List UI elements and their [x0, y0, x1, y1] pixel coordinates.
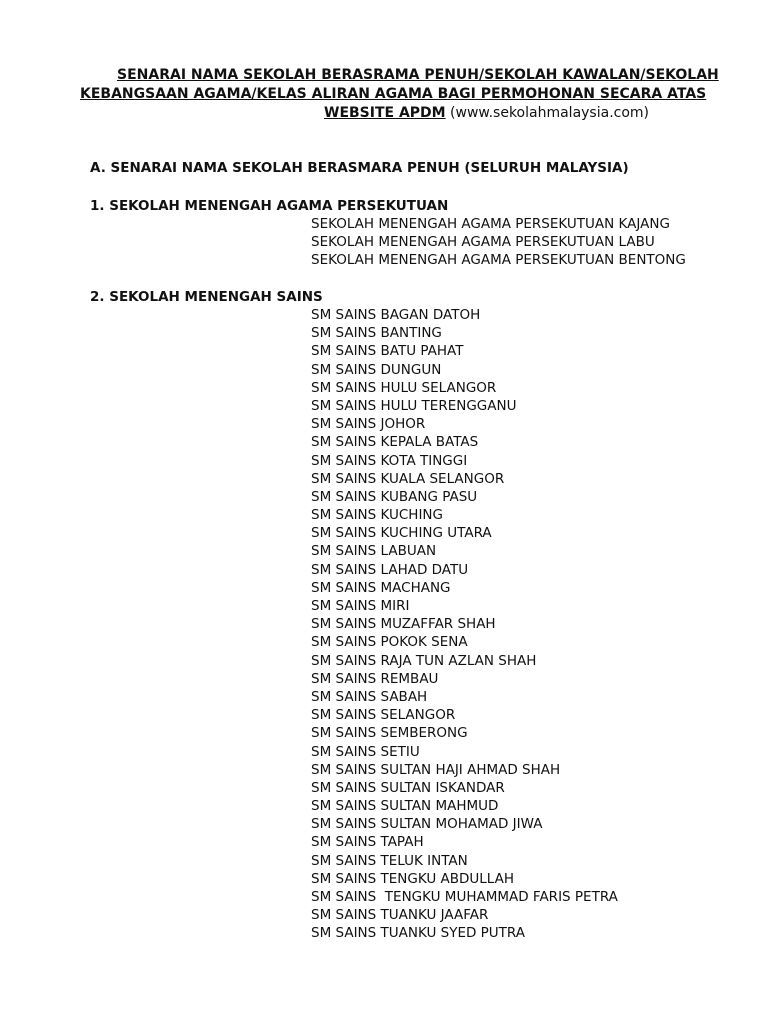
school-list-item: SM SAINS POKOK SENA — [311, 634, 468, 651]
school-list-item: SM SAINS JOHOR — [311, 416, 426, 433]
title-line-2 — [0, 85, 768, 104]
title-line-2-text: KEBANGSAAN AGAMA/KELAS ALIRAN AGAMA BAGI PERMOHONAN SECARA ATAS — [80, 86, 707, 102]
school-list-item: SM SAINS KOTA TINGGI — [311, 452, 468, 469]
group-1-school-list — [311, 215, 686, 270]
document-title — [0, 66, 768, 123]
school-list-item: SM SAINS MACHANG — [311, 579, 451, 596]
school-list-item: SM SAINS SULTAN HAJI AHMAD SHAH — [311, 761, 561, 778]
group-2-school-list — [311, 306, 618, 943]
school-list-item: SM SAINS KUCHING UTARA — [311, 525, 492, 542]
school-list-item: SM SAINS LAHAD DATU — [311, 561, 469, 578]
school-list-item: SEKOLAH MENENGAH AGAMA PERSEKUTUAN KAJANG — [311, 216, 670, 232]
school-list-item: SM SAINS TENGKU MUHAMMAD FARIS PETRA — [311, 889, 618, 905]
school-list-item: SM SAINS BANTING — [311, 325, 442, 342]
school-list-item: SM SAINS SEMBERONG — [311, 725, 468, 742]
school-list-item: SM SAINS HULU SELANGOR — [311, 379, 497, 396]
group-2-heading: 2. SEKOLAH MENENGAH SAINS — [90, 289, 323, 305]
school-list-item: SM SAINS BATU PAHAT — [311, 343, 464, 360]
school-list-item: SM SAINS MUZAFFAR SHAH — [311, 616, 496, 633]
school-list-item: SM SAINS DUNGUN — [311, 361, 442, 378]
school-list-item: SEKOLAH MENENGAH AGAMA PERSEKUTUAN BENTONG — [311, 252, 686, 269]
school-list-item: SM SAINS TENGKU ABDULLAH — [311, 870, 515, 887]
school-list-item: SM SAINS SULTAN ISKANDAR — [311, 779, 505, 796]
school-list-item: SM SAINS SABAH — [311, 688, 428, 705]
school-list-item: SM SAINS KUBANG PASU — [311, 488, 478, 505]
school-list-item: SM SAINS TUANKU SYED PUTRA — [311, 925, 525, 942]
title-line-1 — [0, 66, 768, 85]
website-apdm-link[interactable]: WEBSITE APDM — [324, 105, 446, 121]
school-list-item: SM SAINS TAPAH — [311, 834, 424, 851]
school-list-item: SM SAINS MIRI — [311, 598, 410, 614]
website-url: (www.sekolahmalaysia.com) — [445, 105, 650, 121]
school-list-item: SM SAINS SULTAN MOHAMAD JIWA — [311, 816, 543, 833]
school-list-item: SM SAINS KEPALA BATAS — [311, 434, 479, 451]
school-list-item: SM SAINS REMBAU — [311, 670, 439, 687]
school-list-item: SM SAINS SELANGOR — [311, 707, 456, 724]
school-list-item: SM SAINS RAJA TUN AZLAN SHAH — [311, 652, 537, 669]
school-list-item: SM SAINS TUANKU JAAFAR — [311, 907, 489, 924]
school-list-item: SEKOLAH MENENGAH AGAMA PERSEKUTUAN LABU — [311, 234, 655, 251]
title-line-3 — [0, 104, 768, 123]
school-list-item: SM SAINS TELUK INTAN — [311, 852, 468, 869]
school-list-item: SM SAINS BAGAN DATOH — [311, 307, 481, 323]
school-list-item: SM SAINS SETIU — [311, 743, 420, 760]
section-a-title: A. SENARAI NAMA SEKOLAH BERASMARA PENUH (SELURUH MALAYSIA) — [90, 160, 629, 176]
title-line-1-text: SENARAI NAMA SEKOLAH BERASRAMA PENUH/SEKOLAH KAWALAN/SEKOLAH — [117, 67, 719, 83]
school-list-item: SM SAINS HULU TERENGGANU — [311, 397, 517, 414]
school-list-item: SM SAINS LABUAN — [311, 543, 437, 560]
school-list-item: SM SAINS KUCHING — [311, 507, 443, 524]
school-list-item: SM SAINS KUALA SELANGOR — [311, 470, 505, 487]
group-1-heading: 1. SEKOLAH MENENGAH AGAMA PERSEKUTUAN — [90, 198, 449, 214]
school-list-item: SM SAINS SULTAN MAHMUD — [311, 798, 499, 815]
